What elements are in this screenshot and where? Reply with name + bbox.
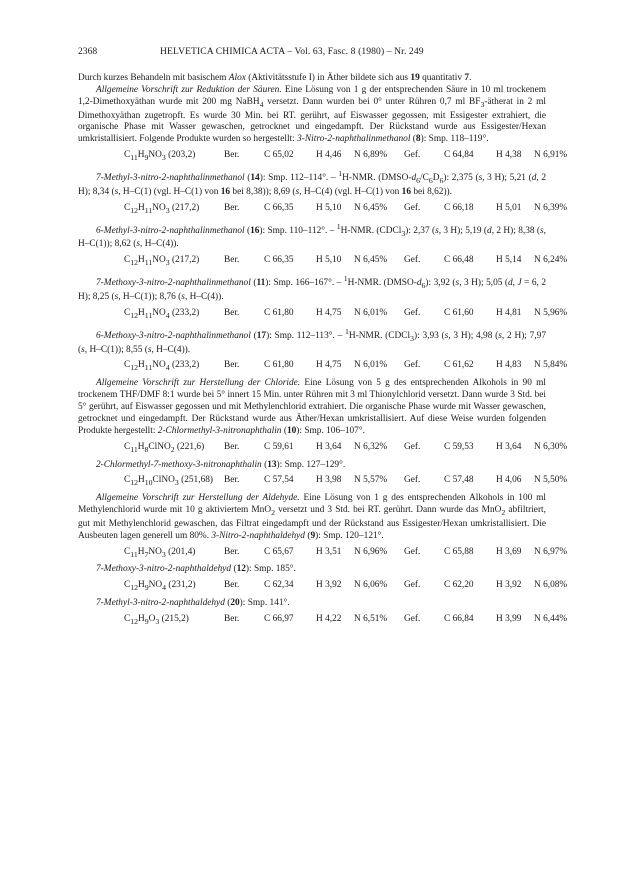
analysis-c2: C 66,18 bbox=[444, 202, 474, 213]
analysis-c1: C 57,54 bbox=[264, 475, 294, 486]
analysis-c2: C 65,88 bbox=[444, 546, 474, 557]
analysis-h1: H 4,46 bbox=[316, 150, 342, 161]
analysis-c1: C 59,61 bbox=[264, 441, 294, 452]
analysis-n1: N 6,89% bbox=[354, 150, 388, 161]
analysis-n2: N 5,50% bbox=[534, 475, 568, 486]
analysis-f: $C_{12}H_9NO_4$ (231,2) bbox=[124, 580, 196, 593]
paragraph: 7-Methyl-3-nitro-2-naphthaldehyd (20): Smp. 141°. bbox=[96, 598, 290, 609]
analysis-c1: C 66,35 bbox=[264, 202, 294, 213]
analysis-h2: H 4,83 bbox=[496, 360, 522, 371]
analysis-n1: N 6,96% bbox=[354, 546, 388, 557]
analysis-f: $C_{12}H_{11}NO_3$ (217,2) bbox=[124, 255, 200, 268]
analysis-c2: C 66,84 bbox=[444, 614, 474, 625]
analysis-h2: H 5,14 bbox=[496, 255, 522, 266]
analysis-h1: H 4,75 bbox=[316, 307, 342, 318]
analysis-h1: H 3,98 bbox=[316, 475, 342, 486]
analysis-n1: N 6,01% bbox=[354, 360, 388, 371]
analysis-f: $C_{12}H_{11}NO_3$ (217,2) bbox=[124, 202, 200, 215]
elemental-analysis bbox=[78, 255, 568, 269]
analysis-g: Gef. bbox=[404, 475, 421, 486]
analysis-h1: H 3,92 bbox=[316, 580, 342, 591]
analysis-g: Gef. bbox=[404, 580, 421, 591]
analysis-h1: H 3,64 bbox=[316, 441, 342, 452]
analysis-h2: H 5,01 bbox=[496, 202, 522, 213]
elemental-analysis bbox=[78, 202, 568, 217]
analysis-n2: N 6,30% bbox=[534, 441, 568, 452]
elemental-analysis bbox=[78, 475, 568, 489]
analysis-n2: N 6,91% bbox=[534, 150, 568, 161]
analysis-n1: N 5,57% bbox=[354, 475, 388, 486]
analysis-c1: C 65,67 bbox=[264, 546, 294, 557]
analysis-b: Ber. bbox=[224, 255, 240, 266]
analysis-b: Ber. bbox=[224, 475, 240, 486]
analysis-c1: C 61,80 bbox=[264, 360, 294, 371]
journal-title: HELVETICA CHIMICA ACTA – Vol. 63, Fasc. 8 (1980) – Nr. 249 bbox=[160, 46, 424, 57]
paragraph: Allgemeine Vorschrift zur Herstellung der Chloride. Eine Lösung von 5 g des entsprechenden Alkohols in 90 ml trockenem THF/DMF 8:1 wurde bei 5° innert 15 Min. unter Rühren mit 3 ml Thionylchlorid versetzt. Dann wurde 3 Std. bei 5° gerührt, auf Eiswasser gegossen und mit Methylenchlorid extrahiert. Die organische Phase wurde mit Wasser gewaschen, getrocknet und eingedampft. Der Rückstand wurde aus Äther/Hexan umkristallisiert. Auf diese Weise wurden folgenden Produkte hergestellt: 2-Chlormethyl-3-nitronaphthalin (10): Smp. 106–107°. bbox=[78, 378, 546, 436]
analysis-h1: H 4,22 bbox=[316, 614, 342, 625]
analysis-n2: N 6,97% bbox=[534, 546, 568, 557]
analysis-g: Gef. bbox=[404, 360, 421, 371]
analysis-g: Gef. bbox=[404, 614, 421, 625]
analysis-g: Gef. bbox=[404, 150, 421, 161]
analysis-n1: N 6,45% bbox=[354, 255, 388, 266]
elemental-analysis bbox=[78, 360, 568, 374]
analysis-f: $C_{12}H_9O_3$ (215,2) bbox=[124, 614, 189, 626]
analysis-f: $C_{11}H_8ClNO_2$ (221,6) bbox=[124, 441, 205, 454]
elemental-analysis bbox=[78, 441, 568, 456]
analysis-h1: H 5,10 bbox=[316, 255, 342, 266]
analysis-n2: N 6,44% bbox=[534, 614, 568, 625]
analysis-g: Gef. bbox=[404, 546, 421, 557]
elemental-analysis bbox=[78, 307, 568, 322]
analysis-b: Ber. bbox=[224, 150, 240, 161]
analysis-b: Ber. bbox=[224, 202, 240, 213]
analysis-b: Ber. bbox=[224, 307, 240, 318]
analysis-c2: C 61,62 bbox=[444, 360, 474, 371]
analysis-c2: C 64,84 bbox=[444, 150, 474, 161]
analysis-n1: N 6,45% bbox=[354, 202, 388, 213]
analysis-h1: H 5,10 bbox=[316, 202, 342, 213]
paragraph: 7-Methoxy-3-nitro-2-naphthalinmethanol (11): Smp. 166–167°. – $^1$H-NMR. $(DMSO-d_6)$: 3,92 (s, 3 H); 5,05 (d, J = 6, 2 H); 8,25 (s, H–C(1)); 8,76 (s, H–C(4)). bbox=[78, 274, 547, 303]
paragraph: 6-Methoxy-3-nitro-2-naphthalinmethanol (17): Smp. 112–113°. – $^1$H-NMR. (CDCl$_3$): 3,93 (s, 3 H); 4,98 (s, 2 H); 7,97 (s, H–C(1)); 8,55 (s, H–C(4)). bbox=[78, 326, 547, 355]
analysis-c2: C 66,48 bbox=[444, 255, 474, 266]
analysis-b: Ber. bbox=[224, 580, 240, 591]
analysis-c1: C 66,97 bbox=[264, 614, 294, 625]
analysis-c1: C 65,02 bbox=[264, 150, 294, 161]
paragraph: Durch kurzes Behandeln mit basischem Alox (Aktivitätsstufe I) in Äther bildete sich aus 19 quantitativ 7. bbox=[78, 73, 472, 83]
analysis-f: $C_{12}H_{10}ClNO_3$ (251,68) bbox=[124, 475, 214, 488]
analysis-h2: H 3,99 bbox=[496, 614, 522, 625]
elemental-analysis bbox=[78, 150, 568, 164]
paragraph: 6-Methyl-3-nitro-2-naphthalinmethanol (16): Smp. 110–112°. – $^1$H-NMR. (CDCl$_3$): 2,37 (s, 3 H); 5,19 (d, 2 H); 8,38 (s, H–C(1)); 8,62 (s, H–C(4)). bbox=[78, 221, 546, 250]
analysis-h1: H 4,75 bbox=[316, 360, 342, 371]
analysis-n1: N 6,51% bbox=[354, 614, 388, 625]
elemental-analysis bbox=[78, 546, 568, 561]
analysis-n2: N 5,96% bbox=[534, 307, 568, 318]
analysis-b: Ber. bbox=[224, 614, 240, 625]
analysis-c2: C 57,48 bbox=[444, 475, 474, 486]
analysis-c2: C 59,53 bbox=[444, 441, 474, 452]
paragraph: Allgemeine Vorschrift zur Herstellung der Aldehyde. Eine Lösung von 1 g des entsprechenden Alkohols in 100 ml Methylenchlorid wurde mit 10 g aktiviertem MnO$_2$ versetzt und 3 Std. bei RT. gerührt. Dann wurde das MnO$_2$ abfiltriert, gut mit Methylenchlorid gewaschen, das Filtrat eingedampft und der Rückstand aus Essigester/Hexan umkristallisiert. Die Ausbeuten lagen generell um 80%. 3-Nitro-2-naphthaldehyd (9): Smp. 120–121°. bbox=[78, 493, 547, 541]
paragraph: 7-Methyl-3-nitro-2-naphthalinmethanol (14): Smp. 112–114°. – $^1$H-NMR. $(DMSO-d_6/C_6D_6)$: 2,375 (s, 3 H); 5,21 (d, 2 H); 8,34 (s, H–C(1) (vgl. H–C(1) von 16 bei 8,38)); 8,69 (s, H–C(4) (vgl. H–C(1) von 16 bei 8,62)). bbox=[78, 169, 547, 197]
analysis-c2: C 62,20 bbox=[444, 580, 474, 591]
analysis-n1: N 6,01% bbox=[354, 307, 388, 318]
article-body bbox=[78, 73, 568, 632]
page-number: 2368 bbox=[78, 46, 98, 57]
analysis-n2: N 6,39% bbox=[534, 202, 568, 213]
analysis-c2: C 61,60 bbox=[444, 307, 474, 318]
elemental-analysis bbox=[78, 614, 568, 628]
analysis-c1: C 61,80 bbox=[264, 307, 294, 318]
analysis-h1: H 3,51 bbox=[316, 546, 342, 557]
analysis-n2: N 5,84% bbox=[534, 360, 568, 371]
analysis-n2: N 6,08% bbox=[534, 580, 568, 591]
analysis-g: Gef. bbox=[404, 255, 421, 266]
analysis-c1: C 62,34 bbox=[264, 580, 294, 591]
analysis-f: $C_{11}H_7NO_3$ (201,4) bbox=[124, 546, 196, 559]
analysis-g: Gef. bbox=[404, 441, 421, 452]
analysis-c1: C 66,35 bbox=[264, 255, 294, 266]
analysis-h2: H 4,38 bbox=[496, 150, 522, 161]
analysis-b: Ber. bbox=[224, 546, 240, 557]
analysis-n2: N 6,24% bbox=[534, 255, 568, 266]
analysis-h2: H 3,69 bbox=[496, 546, 522, 557]
analysis-b: Ber. bbox=[224, 441, 240, 452]
analysis-h2: H 4,06 bbox=[496, 475, 522, 486]
paragraph: 7-Methoxy-3-nitro-2-naphthaldehyd (12): Smp. 185°. bbox=[96, 564, 296, 575]
paragraph: 2-Chlormethyl-7-methoxy-3-nitronaphthalin (13): Smp. 127–129°. bbox=[96, 459, 346, 470]
analysis-f: $C_{12}H_{11}NO_4$ (233,2) bbox=[124, 307, 200, 320]
analysis-h2: H 3,92 bbox=[496, 580, 522, 591]
analysis-f: $C_{11}H_9NO_3$ (203,2) bbox=[124, 150, 196, 163]
analysis-h2: H 4,81 bbox=[496, 307, 522, 318]
analysis-n1: N 6,32% bbox=[354, 441, 388, 452]
analysis-n1: N 6,06% bbox=[354, 580, 388, 591]
analysis-b: Ber. bbox=[224, 360, 240, 371]
analysis-h2: H 3,64 bbox=[496, 441, 522, 452]
paragraph: Allgemeine Vorschrift zur Reduktion der Säuren. Eine Lösung von 1 g der entsprechenden Säure in 10 ml trockenem 1,2-Dimethoxyäthan wurde mit 200 mg NaBH$_4$ versetzt. Dann wurden bei 0° unter Rühren 0,7 ml $BF_3$-ätherat in 2 ml Dimethoxyäthan zugetropft. Es wurde 30 Min. bei RT. gerührt, auf Eiswasser gegossen, mit Essigester extrahiert, die organische Phase mit Wasser gewaschen, getrocknet und eingedampft. Der Rückstand wurde aus Essigester/Hexan umkristallisiert. Folgende Produkte wurden so hergestellt: 3-Nitro-2-naphthalinmethanol (8): Smp. 118–119°. bbox=[78, 84, 546, 145]
elemental-analysis bbox=[78, 580, 568, 594]
analysis-g: Gef. bbox=[404, 202, 421, 213]
analysis-g: Gef. bbox=[404, 307, 421, 318]
analysis-f: $C_{12}H_{11}NO_4$ (233,2) bbox=[124, 360, 200, 373]
